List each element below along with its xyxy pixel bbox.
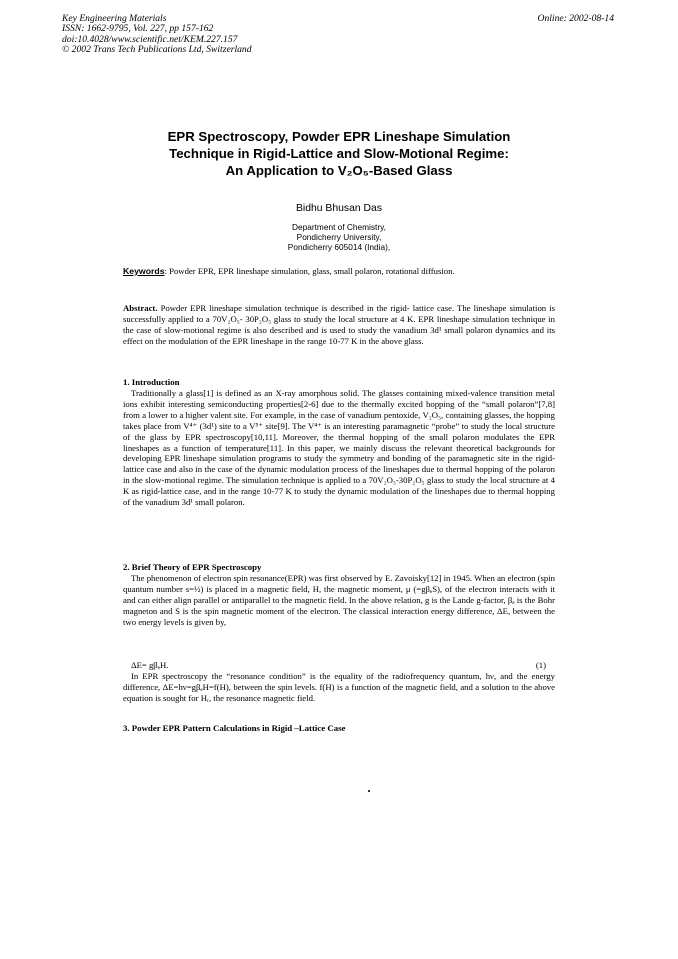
issn-line: ISSN: 1662-9795, Vol. 227, pp 157-162 (62, 23, 214, 35)
section-2-heading: 2. Brief Theory of EPR Spectroscopy (123, 562, 262, 572)
affiliation-city: Pondicherry 605014 (India), (287, 242, 391, 253)
online-date: Online: 2002-08-14 (537, 13, 614, 24)
keywords-text: Powder EPR, EPR lineshape simulation, glass, small polaron, rotational diffusion. (169, 266, 455, 276)
section-2-text: The phenomenon of electron spin resonance(EPR) was first observed by E. Zavoisky[12] in 1945. When an electron (spin quantum number s=½) is placed in a magnetic field, H, the magnetic moment, μ (=gβₑS), of the electron interacts with it and can either align parallel or antiparallel to the magnetic field. In the above relation, g is the Lande g-factor, βₑ is the Bohr magneton and S is the spin magnetic moment of the electron. The classical interaction energy difference, ΔE, between the two energy levels is given by, (123, 573, 555, 627)
title-line-3: An Application to V₂O₅-Based Glass (225, 163, 453, 178)
title-line-2: Technique in Rigid-Lattice and Slow-Motional Regime: (169, 146, 509, 161)
affiliation-dept: Department of Chemistry, (292, 222, 386, 232)
equation-1 (131, 660, 546, 670)
abstract-label: Abstract. (123, 303, 158, 313)
page-speck (368, 790, 370, 792)
author-name: Bidhu Bhusan Das (295, 203, 383, 214)
copyright-line: © 2002 Trans Tech Publications Ltd, Switzerland (62, 44, 252, 56)
equation-number: (1) (535, 660, 546, 670)
doi-line: doi:10.4028/www.scientific.net/KEM.227.157 (62, 33, 238, 45)
paper-title (120, 128, 558, 179)
keywords: Keywords: Powder EPR, EPR lineshape simulation, glass, small polaron, rotational diffusion. (123, 266, 455, 276)
title-line-1: EPR Spectroscopy, Powder EPR Lineshape Simulation (167, 129, 511, 144)
section-1-heading: 1. Introduction (123, 377, 180, 387)
resonance-condition-text: In EPR spectroscopy the “resonance condition” is the equality of the radiofrequency quantum, hν, and the energy difference, ΔE=hν=gβₑH=f(H), between the spin levels. f(H) is a function of the magnetic field, and a solution to the above equation is sought for Hᵣ, the resonance magnetic field. (123, 671, 555, 703)
journal-header (62, 14, 252, 56)
keywords-label: Keywords (123, 266, 165, 276)
section-3-heading: 3. Powder EPR Pattern Calculations in Rigid –Lattice Case (123, 723, 346, 733)
equation-text: ΔE= gβₑH. (131, 660, 169, 670)
abstract (123, 303, 555, 347)
journal-name: Key Engineering Materials (62, 13, 167, 24)
section-1-text: Traditionally a glass[1] is defined as an X-ray amorphous solid. The glasses containing mixed-valence transition metal ions exhibit interesting semiconducting properties[2-6] due to the thermally excited hopping of the “small polaron”[7,8] from a lower to a higher valent site. For example, in the case of vanadium pentoxide, V₂O₅, containing glasses, the hopping takes place from V⁴⁺ (3d¹) site to a V⁵⁺ site[9]. The V⁴⁺ is an interesting paramagnetic “probe” to study the local structure of the glass by EPR spectroscopy[10,11]. Moreover, the thermal hopping of the small polaron modulates the EPR lineshapes as a function of temperature[11]. In this paper, we mainly discuss the relevant theoretical backgrounds for developing EPR lineshape simulation programs to study the symmetry and bonding of the paramagnetic site in the rigid-lattice case and also in the case of the dynamic modulation process of the lineshapes due to thermal hopping of the polaron in the slow-motional regime. The simulation technique is applied to a 70V₂O₅-30P₂O₅ glass to study the local structure at 4 K as rigid-lattice case, and in the range 10-77 K to study the dynamic modulation of the lineshapes due to thermal hopping of the vanadium 3d¹ small polaron. (123, 388, 555, 508)
affiliation-univ: Pondicherry University, (296, 232, 382, 243)
abstract-text: Powder EPR lineshape simulation technique is described in the rigid- lattice case. The lineshape simulation is successfully applied to a 70V₂O₅- 30P₂O₅ glass to study the local structure at 4 K. EPR lineshape simulation technique in the case of slow-motional regime is also described and is used to study the vanadium 3d¹ small polaron dynamics and its effect on the modulation of the EPR lineshape in the range 10-77 K in the above glass. (123, 303, 556, 346)
affiliation (120, 222, 558, 253)
